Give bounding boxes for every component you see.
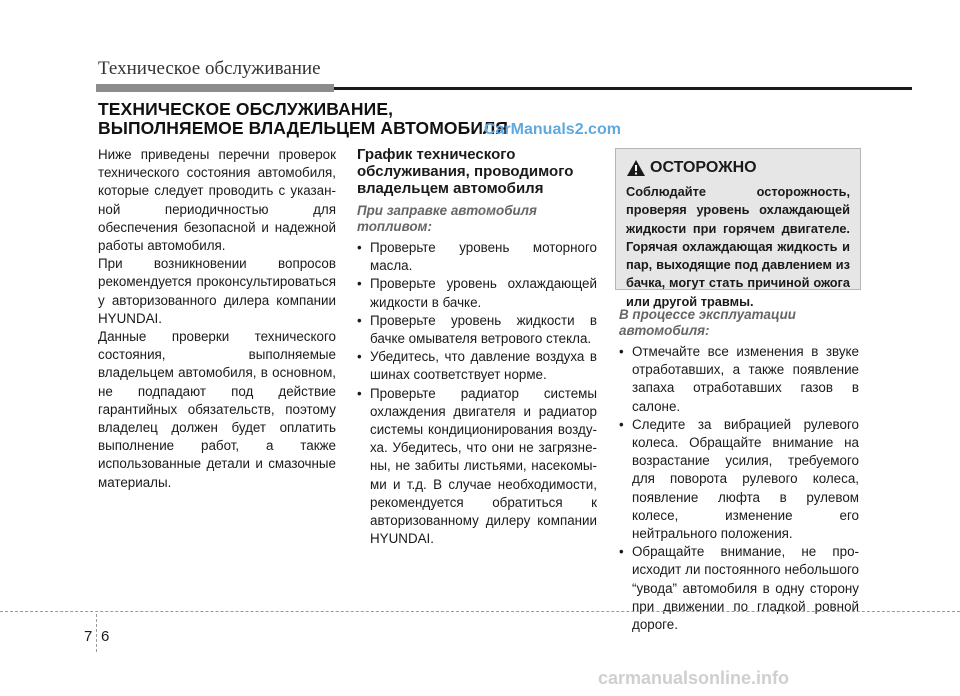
bullet-icon: •	[357, 240, 362, 255]
list-item: • Следите за вибрацией рулевого колеса. Обращайте внимание на возрастание усилия, требуемого для поворота рулевого колеса, появление люфта в рулевом колесе, изменение его нейтрального положения.	[619, 416, 859, 542]
operation-subheading: В процессе эксплуатации автомобиля:	[619, 307, 796, 338]
bullet-icon: •	[619, 544, 624, 560]
list-item: • Проверьте уровень жидкости в бачке омывателя ветрового стекла.	[357, 312, 597, 347]
watermark-link[interactable]: CarManuals2.com	[484, 121, 621, 138]
list-item: • Убедитесь, что давление воздуха в шинах соответствует норме.	[357, 349, 597, 383]
operation-column	[619, 307, 859, 634]
intro-paragraph-2: При возникновении вопросов рекомендуется проконсультироваться у авторизованного дилера компании HYUNDAI.	[98, 256, 336, 326]
intro-column	[98, 146, 336, 492]
header-rule	[334, 87, 912, 90]
schedule-column	[357, 146, 597, 548]
warning-title: ОСТОРОЖНО	[650, 159, 757, 176]
header-bar	[96, 84, 334, 92]
bullet-icon: •	[357, 385, 362, 401]
refuel-subheading: При заправке автомобиля топливом:	[357, 203, 537, 234]
schedule-heading: График технического обслуживания, проводимого владельцем автомобиля	[357, 146, 574, 197]
bullet-icon: •	[357, 349, 362, 365]
bullet-icon: •	[357, 312, 362, 328]
warning-triangle-icon	[626, 159, 646, 177]
list-item: • Обращайте внимание, не происходит ли постоянного небольшого “увода” автомобиля в одну сторону при движении по гладкой ровной дороге.	[619, 544, 859, 633]
bullet-icon: •	[619, 344, 624, 359]
page-section-number: 7	[84, 628, 93, 645]
refuel-checklist	[357, 239, 597, 548]
bullet-icon: •	[619, 416, 624, 432]
list-item: • Проверьте уровень охлаждающей жидкости в бачке.	[357, 276, 597, 310]
section-title-line2: ВЫПОЛНЯЕМОЕ ВЛАДЕЛЬЦЕМ АВТОМОБИЛЯ	[98, 118, 509, 138]
warning-text: Соблюдайте осторожность, проверяя уровень охлаждающей жидкости при горячем двигателе. Горячая охлаждающая жидкость и пар, выходящие под давлением из бачка, могут стать причиной ожога или другой травмы.	[626, 184, 850, 309]
warning-box	[615, 148, 861, 309]
intro-paragraph-3: Данные проверки технического состояния, выполняемые владельцем автомобиля, в основном, не подпадают под действие гарантийных обязательств, поэтому владелец должен будет оплатить выполнение работ, а также использованные детали и смазочные материалы.	[98, 329, 336, 490]
page-number-separator	[96, 614, 97, 652]
operation-checklist	[619, 343, 859, 634]
watermark-bottom[interactable]: carmanualsonline.info	[598, 668, 790, 688]
page-number: 6	[101, 628, 110, 645]
bullet-icon: •	[357, 276, 362, 292]
header-title: Техническое обслуживание	[98, 58, 321, 79]
section-title-line1: ТЕХНИЧЕСКОЕ ОБСЛУЖИВАНИЕ,	[98, 99, 394, 119]
list-item: • Проверьте радиатор системы охлаждения двигателя и радиатор системы кондиционирования воздуха. Убедитесь, что они не загрязнены, не забиты листьями, насекомыми и т.д. В случае необходимости, рекомендуется обратиться к авторизованному дилеру компании HYUNDAI.	[357, 385, 597, 547]
list-item: • Проверьте уровень моторного масла.	[357, 240, 597, 274]
list-item: • Отмечайте все изменения в звуке отработавших, а также появление запаха отработавших газов в салоне.	[619, 344, 859, 414]
intro-paragraph-1: Ниже приведены перечни проверок технического состояния автомобиля, которые следует проводить с указанной периодичностью для обеспечения безопасной и надежной работы автомобиля.	[98, 147, 336, 254]
footer-divider	[0, 611, 960, 612]
warning-header	[626, 156, 757, 180]
